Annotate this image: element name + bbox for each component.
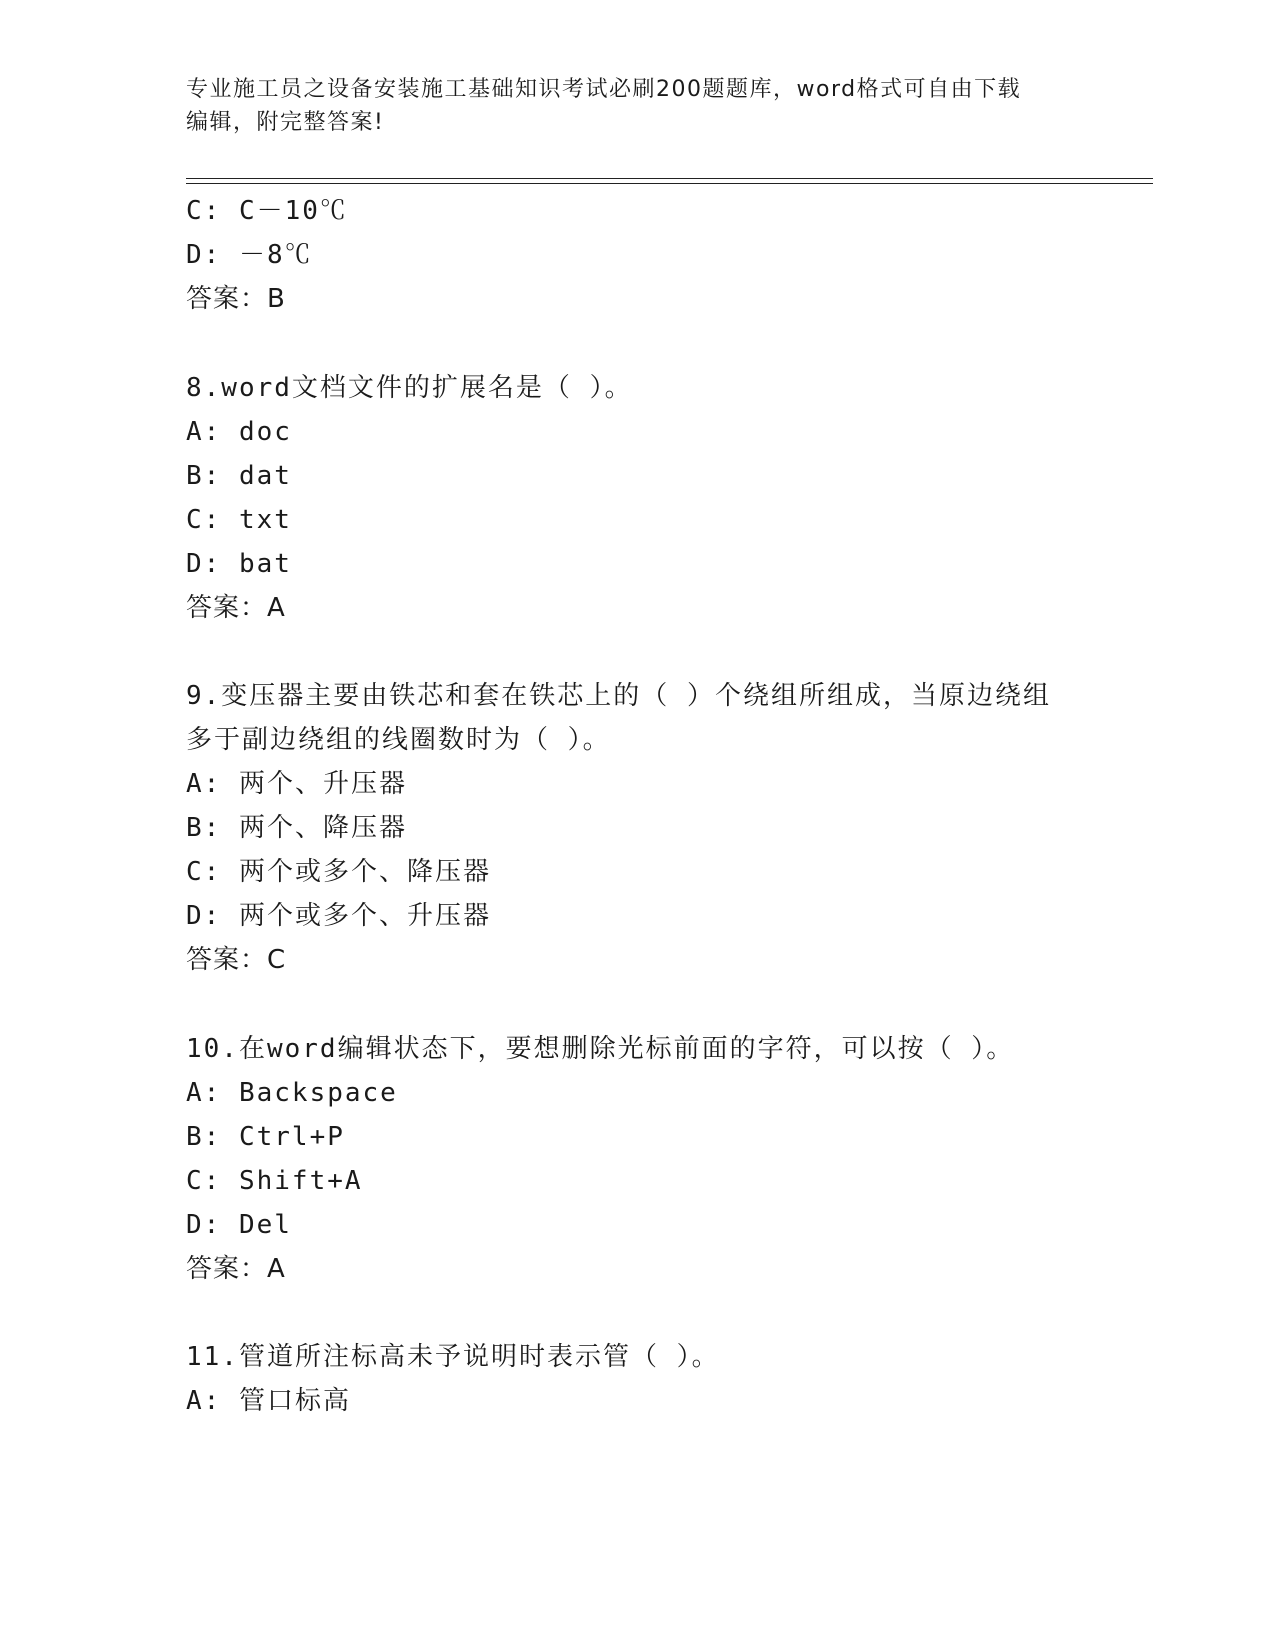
question-8-option-c: C: txt	[186, 505, 292, 535]
question-10-option-c: C: Shift+A	[186, 1166, 363, 1196]
question-9-stem-line-1: 9.变压器主要由铁芯和套在铁芯上的（ ）个绕组所组成，当原边绕组	[186, 681, 1051, 711]
prev-option-d: D: －8℃	[186, 240, 313, 270]
question-10-option-b: B: Ctrl+P	[186, 1122, 345, 1152]
question-9-option-d: D: 两个或多个、升压器	[186, 901, 491, 931]
question-11-option-a: A: 管口标高	[186, 1386, 351, 1416]
document-header	[186, 73, 1086, 139]
question-8-answer: 答案：A	[186, 593, 286, 623]
question-10-option-d: D: Del	[186, 1210, 292, 1240]
header-divider-top	[186, 178, 1153, 179]
question-9-answer: 答案：C	[186, 945, 287, 975]
question-8-stem: 8.word文档文件的扩展名是（ ）。	[186, 373, 633, 403]
header-title-line-2: 编辑，附完整答案!	[186, 110, 385, 135]
question-8-option-d: D: bat	[186, 549, 292, 579]
question-10-stem: 10.在word编辑状态下，要想删除光标前面的字符，可以按（ ）。	[186, 1034, 1015, 1064]
prev-answer: 答案：B	[186, 284, 286, 314]
question-9-stem-line-2: 多于副边绕组的线圈数时为（ ）。	[186, 725, 611, 755]
header-title-line-1: 专业施工员之设备安装施工基础知识考试必刷200题题库，word格式可自由下载	[186, 77, 1022, 102]
question-8-option-b: B: dat	[186, 461, 292, 491]
question-11-stem: 11.管道所注标高未予说明时表示管（ ）。	[186, 1342, 720, 1372]
header-divider-bottom	[186, 183, 1153, 184]
question-10-option-a: A: Backspace	[186, 1078, 398, 1108]
prev-option-c: C: C－10℃	[186, 196, 348, 226]
question-9-option-a: A: 两个、升压器	[186, 769, 407, 799]
question-8-option-a: A: doc	[186, 417, 292, 447]
question-10-answer: 答案：A	[186, 1254, 286, 1284]
question-9-option-b: B: 两个、降压器	[186, 813, 407, 843]
question-9-option-c: C: 两个或多个、降压器	[186, 857, 491, 887]
